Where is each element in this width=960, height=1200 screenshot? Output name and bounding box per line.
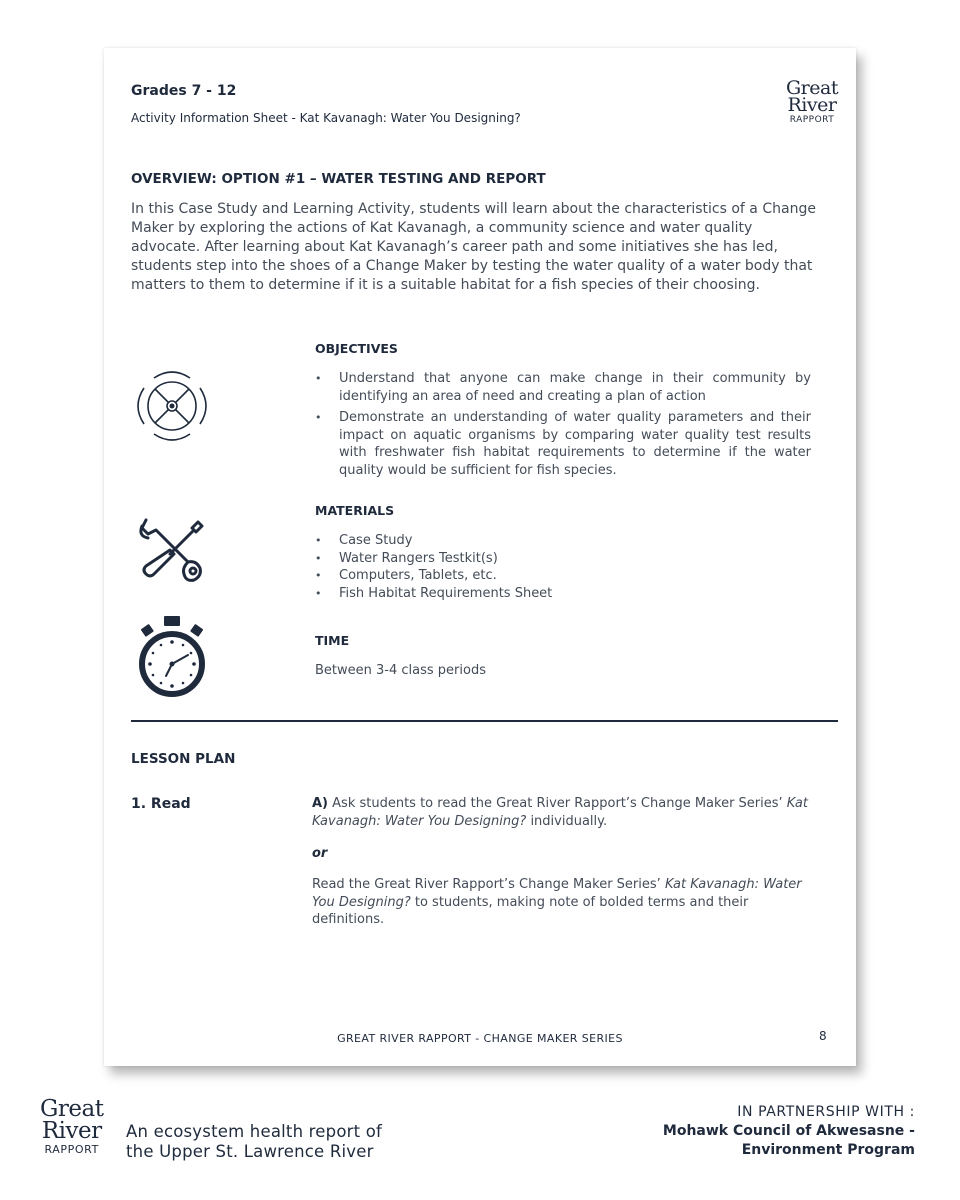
logo-line-rapport: RAPPORT (789, 115, 835, 125)
material-item: • Fish Habitat Requirements Sheet (315, 585, 811, 603)
partner-label: IN PARTNERSHIP WITH : (737, 1104, 915, 1120)
grades-label: Grades 7 - 12 (131, 83, 237, 99)
partnership-block (663, 1103, 915, 1160)
material-item: • Water Rangers Testkit(s) (315, 550, 811, 568)
logo-line-river: River (787, 94, 837, 116)
target-crosshair-icon (132, 366, 212, 450)
lesson-plan-heading: LESSON PLAN (131, 751, 236, 767)
objectives-list (315, 370, 811, 483)
logo-line-great: Great (786, 77, 838, 99)
wrench-screwdriver-icon (136, 516, 206, 588)
overview-heading: OVERVIEW: OPTION #1 – WATER TESTING AND REPORT (131, 171, 546, 187)
banner-logo-rapport: RAPPORT (44, 1143, 99, 1156)
objectives-heading: OBJECTIVES (315, 341, 398, 356)
objective-item: • Understand that anyone can make change in their community by identifying an area of need and creating a plan of action (315, 370, 811, 405)
option-a-title: Kat Kavanagh: Water You Designing? (312, 796, 808, 829)
page-number: 8 (819, 1029, 827, 1043)
overview-body: In this Case Study and Learning Activity, students will learn about the characteristics of a Change Maker by exploring the actions of Kat Kavanagh, a community science and water quality advocate. After learning about Kat Kavanagh’s career path and some initiatives she has led, students step into the shoes of a Change Maker by testing the water quality of a water body that matters to them to determine if it is a suitable habitat for a fish species of their choosing. (131, 201, 816, 293)
section-divider (131, 720, 838, 722)
partner-org-line-2: Environment Program (741, 1142, 915, 1158)
tagline-line-2: the Upper St. Lawrence River (126, 1142, 374, 1161)
banner-logo (40, 1098, 103, 1156)
document-page (104, 48, 856, 1066)
option-a-marker: A) (312, 796, 329, 811)
banner-tagline (126, 1122, 382, 1162)
materials-list (315, 532, 811, 602)
material-item: • Case Study (315, 532, 811, 550)
step-1-label: 1. Read (131, 796, 191, 812)
option-b-title: Kat Kavanagh: Water You Designing? (312, 877, 802, 910)
step-1-option-b (312, 876, 822, 929)
option-a-text-1: Ask students to read the Great River Rapport’s Change Maker Series’ (328, 796, 787, 811)
materials-heading: MATERIALS (315, 503, 395, 518)
banner-logo-great: Great (40, 1096, 104, 1122)
option-a-text-2: individually. (526, 813, 608, 829)
material-item: • Computers, Tablets, etc. (315, 567, 811, 585)
great-river-rapport-logo (786, 77, 838, 125)
step-1-option-a (312, 795, 822, 830)
time-value: Between 3-4 class periods (315, 663, 486, 678)
tagline-line-1: An ecosystem health report of (126, 1122, 383, 1141)
option-b-text-1: Read the Great River Rapport’s Change Maker Series’ (312, 877, 665, 892)
objective-item: • Demonstrate an understanding of water quality parameters and their impact on aquatic organisms by comparing water quality test results with freshwater fish habitat requirements to determine if the water quality would be sufficient for fish species. (315, 409, 811, 479)
page-footer-series: GREAT RIVER RAPPORT - CHANGE MAKER SERIES (337, 1032, 623, 1045)
step-1-or: or (312, 846, 328, 861)
time-heading: TIME (315, 633, 350, 648)
banner-logo-river: River (41, 1118, 102, 1144)
partner-org-line-1: Mohawk Council of Akwesasne - (662, 1123, 915, 1139)
option-b-text-2: to students, making note of bolded terms and their definitions. (312, 894, 749, 927)
sheet-subtitle: Activity Information Sheet - Kat Kavanagh: Water You Designing? (131, 111, 521, 125)
stopwatch-icon (134, 614, 210, 704)
